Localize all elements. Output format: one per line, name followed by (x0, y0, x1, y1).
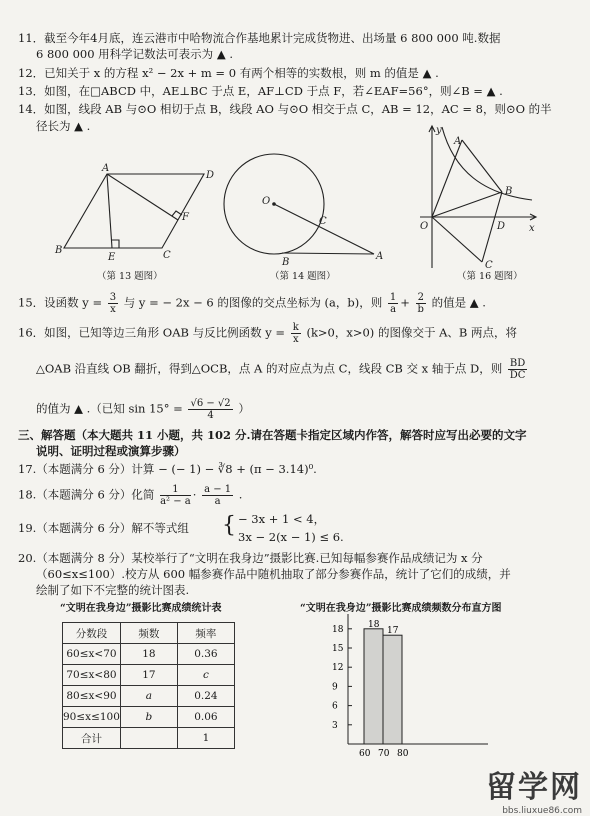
q14-line1: 14．如图，线段 AB 与⊙O 相切于点 B，线段 AO 与⊙O 相交于点 C，AB = 12，AC = 8，则⊙O 的半 (18, 102, 552, 116)
y-tick-label: 15 (332, 644, 344, 654)
q15-text-post: 的值是 ▲ . (431, 295, 486, 310)
q19-line: 19.（本题满分 6 分）解不等式组 (18, 521, 189, 535)
q18-line: 18.（本题满分 6 分）化简 $\frac{1}{\text{a² − a}}$ · $\frac{a - 1}{a}$ . (18, 484, 243, 507)
q11-line1: 11．截至今年4月底，连云港市中哈物流合作基地累计完成货物进、出场量 6 800 000 吨.数据 (18, 31, 501, 45)
histogram-chart (300, 614, 540, 764)
x-tick-label: 70 (378, 749, 390, 759)
q15-frac-3x: $\frac{3}{x}$ (109, 292, 117, 315)
watermark-url: bbs.liuxue86.com (502, 806, 582, 816)
q15-text-pre: 15．设函数 y = (18, 295, 103, 310)
y-tick-label: 12 (332, 663, 344, 674)
q16-frac-kx: $\frac{k}{x}$ (292, 322, 299, 345)
fig14-caption: （第 14 题图） (270, 271, 336, 282)
figure-13 (52, 160, 222, 270)
fig14-label-a: A (376, 251, 384, 262)
fig16-label-a: A (454, 136, 462, 147)
q18-text-post: . (238, 487, 243, 502)
parallelogram-abcd (64, 174, 204, 248)
y-tick-label: 9 (332, 682, 338, 693)
fig16-label-c: C (485, 260, 493, 271)
q18-frac-2: $\frac{a - 1}{a}$ (204, 484, 232, 507)
fig14-label-o: O (262, 196, 271, 207)
fig16-label-o: O (420, 221, 429, 232)
bar-value-label: 18 (368, 619, 380, 630)
table-header: 频率 (177, 623, 234, 644)
fig13-caption: （第 13 题图） (97, 271, 163, 282)
section3-heading-line2: 说明、证明过程或演算步骤） (36, 444, 186, 458)
table-row: 80≤x<90 a 0.24 (63, 686, 235, 707)
q15-frac-2b: $\frac{2}{b}$ (417, 292, 424, 315)
q16-text-line2: △OAB 沿直线 OB 翻折，得到△OCB，点 A 的对应点为点 C，线段 CB 交 x 轴于点 D，则 (36, 361, 503, 376)
q18-frac-1: $\frac{1}{\text{a² − a}}$ (160, 484, 191, 507)
q20-line1: 20.（本题满分 8 分）某校举行了“文明在我身边”摄影比赛.已知每幅参赛作品成绩记为 x 分 (18, 551, 483, 565)
q19-inequality-1: − 3x + 1 < 4， (238, 512, 326, 526)
fig16-caption: （第 16 题图） (457, 271, 523, 282)
table-header: 分数段 (63, 623, 121, 644)
fig13-label-c: C (163, 250, 171, 261)
fig16-label-b: B (505, 186, 513, 197)
q16-line2 (36, 358, 529, 381)
q16-frac-sin15: $\frac{√6 - √2}{4}$ (190, 398, 231, 421)
watermark-logo: 留学网 (486, 770, 582, 805)
section3-heading-line1: 三、解答题（本大题共 11 小题，共 102 分.请在答题卡指定区域内作答，解答时应写出必要的文字 (18, 428, 527, 442)
fig16-label-d: D (497, 221, 506, 232)
x-tick-label: 80 (397, 749, 409, 759)
q15-text-mid: 与 y = − 2x − 6 的图像的交点坐标为 (a，b)，则 (123, 295, 383, 310)
frequency-table (62, 622, 235, 749)
y-tick-label: 6 (332, 701, 338, 712)
fig13-label-f: F (182, 212, 189, 223)
table-title: “文明在我身边”摄影比赛成绩统计表 (60, 603, 222, 614)
table-row: 90≤x≤100 b 0.06 (63, 707, 235, 728)
q16-text-line3: 的值为 ▲ .（已知 sin 15° = (36, 401, 183, 416)
q16-line1 (18, 322, 517, 345)
chart-title: “文明在我身边”摄影比赛成绩频数分布直方图 (300, 603, 502, 614)
x-tick-label: 60 (359, 749, 371, 759)
table-row: 70≤x<80 17 c (63, 665, 235, 686)
segment-ab (282, 253, 374, 254)
q16-text-close: ） (238, 401, 250, 416)
watermark (486, 762, 582, 816)
fig16-label-x: x (529, 223, 535, 234)
fig13-label-a: A (102, 163, 110, 174)
table-row: 合计 1 (63, 728, 235, 749)
q15-line: 15．设函数 y = $\frac{3}{x}$ 与 y = − 2x − 6 的图像的交点坐标为 (a，b)，则 $\frac{1}{a}$ + $\frac{2}{b}$ 的值是 ▲ . (18, 292, 486, 315)
table-header-row (63, 623, 235, 644)
bar-value-label: 17 (387, 626, 399, 637)
fig13-label-d: D (206, 170, 215, 181)
y-tick-label: 18 (332, 624, 344, 635)
q19-inequality-2: 3x − 2(x − 1) ≤ 6. (238, 530, 344, 544)
q12-line: 12．已知关于 x 的方程 x² − 2x + m = 0 有两个相等的实数根，则 m 的值是 ▲ . (18, 66, 439, 80)
fig13-label-b: B (55, 245, 63, 256)
q16-text-post: (k>0，x>0) 的图像交于 A、B 两点，将 (306, 325, 518, 340)
fig16-label-y: y (436, 125, 442, 136)
q13-line: 13．如图，在□ABCD 中，AE⊥BC 于点 E，AF⊥CD 于点 F，若∠EAF=56°，则∠B = ▲ . (18, 84, 503, 98)
q20-line3: 绘制了如下不完整的统计图表. (36, 583, 190, 597)
fig13-label-e: E (108, 252, 116, 263)
fig14-label-b: B (282, 257, 290, 268)
segment-af (107, 174, 178, 220)
segment-ao (274, 204, 374, 254)
q14-line2: 径长为 ▲ . (36, 119, 91, 133)
table-row: 60≤x<70 18 0.36 (63, 644, 235, 665)
table-header: 频数 (120, 623, 177, 644)
y-axis-label (352, 614, 370, 615)
figure-14 (222, 138, 392, 268)
q11-line2: 6 800 000 用科学记数法可表示为 ▲ . (36, 47, 233, 61)
q17-line: 17.（本题满分 6 分）计算 − (− 1) − ∛8 + (π − 3.14)⁰. (18, 462, 317, 476)
q19-brace: { (222, 513, 236, 538)
q16-line3 (36, 398, 250, 421)
q20-line2: （60≤x≤100）.校方从 600 幅参赛作品中随机抽取了部分参赛作品，统计了它们的成绩，并 (36, 567, 511, 581)
figure-16 (414, 122, 542, 272)
histogram-bar (364, 629, 383, 744)
fig14-label-c: C (319, 216, 327, 227)
histogram-bar (383, 635, 402, 744)
q15-frac-1a: $\frac{1}{a}$ (389, 292, 397, 315)
q16-frac-bd-dc: $\frac{BD}{DC}$ (509, 358, 526, 381)
q18-text-pre: 18.（本题满分 6 分）化简 (18, 487, 155, 502)
segment-ae (107, 174, 112, 248)
y-tick-label: 3 (332, 720, 338, 731)
q16-text-pre: 16．如图，已知等边三角形 OAB 与反比例函数 y = (18, 325, 286, 340)
